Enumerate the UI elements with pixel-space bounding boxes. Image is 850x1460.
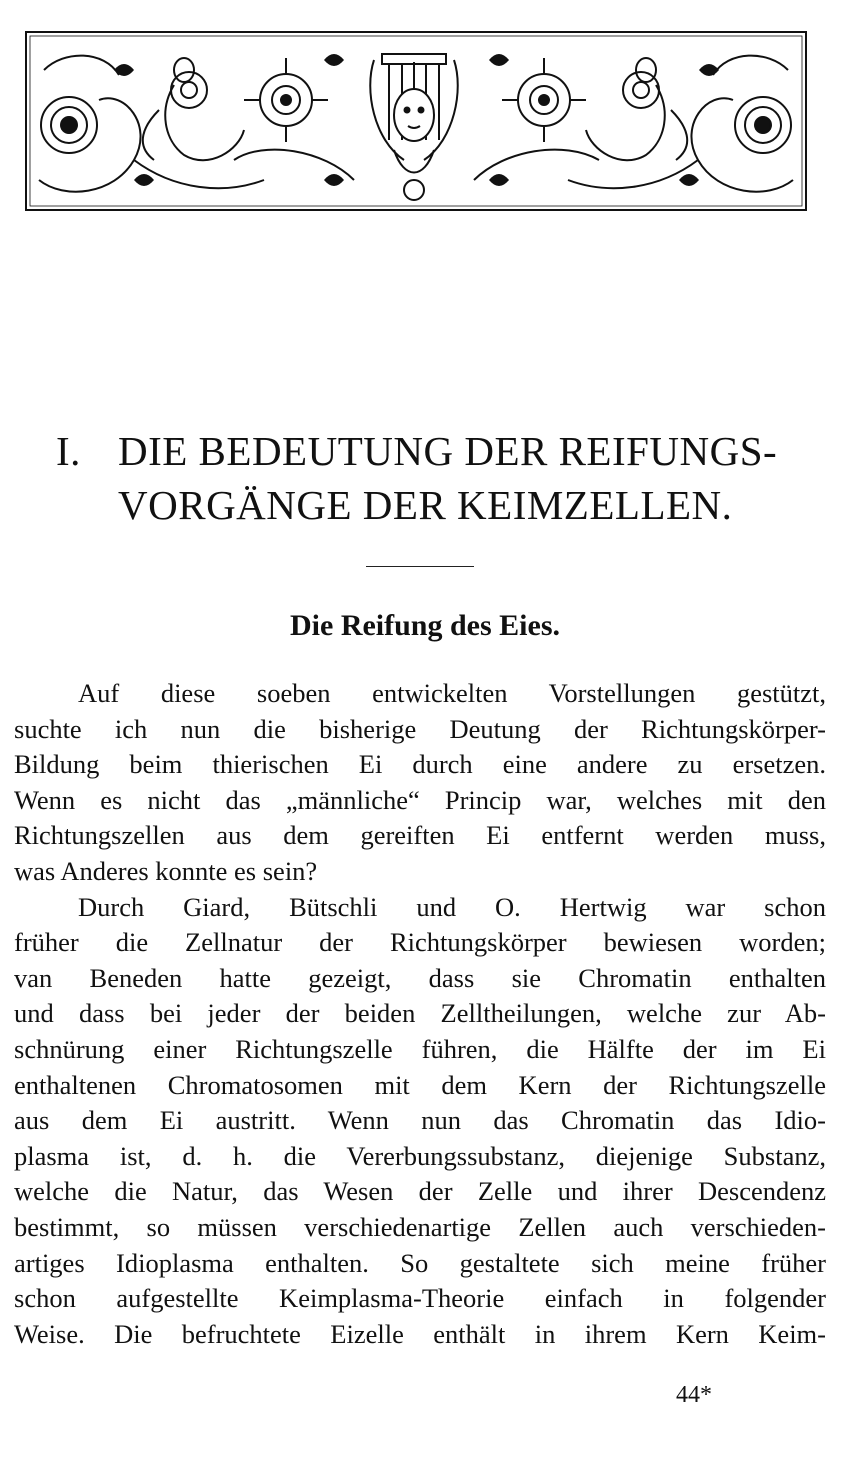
text-line: bestimmt, so müssen verschiedenartige Zellen auch verschieden-: [14, 1211, 826, 1242]
text-line: aus dem Ei austritt. Wenn nun das Chromatin das Idio-: [14, 1105, 826, 1136]
decorative-header-ornament: [24, 30, 808, 216]
text-line: früher die Zellnatur der Richtungskörper bewiesen worden;: [14, 927, 826, 958]
body-text: [14, 676, 826, 1352]
chapter-number: I.: [56, 428, 81, 474]
text-line: suchte ich nun die bisherige Deutung der Richtungskörper-: [14, 713, 826, 744]
text-line: und dass bei jeder der beiden Zelltheilungen, welche zur Ab-: [14, 998, 826, 1029]
chapter-title-line2: VORGÄNGE DER KEIMZELLEN.: [118, 482, 733, 528]
text-line: Bildung beim thierischen Ei durch eine andere zu ersetzen.: [14, 749, 826, 780]
text-line: van Beneden hatte gezeigt, dass sie Chromatin enthalten: [14, 962, 826, 993]
text-line: artiges Idioplasma enthalten. So gestaltete sich meine früher: [14, 1247, 826, 1278]
chapter-title-line1: DIE BEDEUTUNG DER REIFUNGS-: [118, 428, 778, 474]
title-divider: [366, 566, 474, 567]
text-line: Auf diese soeben entwickelten Vorstellungen gestützt,: [78, 678, 826, 708]
text-line: welche die Natur, das Wesen der Zelle und ihrer Descendenz: [14, 1176, 826, 1207]
text-line: was Anderes konnte es sein?: [14, 855, 318, 886]
section-title: Die Reifung des Eies.: [290, 609, 560, 642]
text-line: plasma ist, d. h. die Vererbungssubstanz, diejenige Substanz,: [14, 1140, 826, 1171]
text-line: Weise. Die befruchtete Eizelle enthält in ihrem Kern Keim-: [14, 1318, 826, 1349]
chapter-title: [56, 424, 816, 532]
text-line: Durch Giard, Bütschli und O. Hertwig war schon: [78, 891, 826, 922]
text-line: enthaltenen Chromatosomen mit dem Kern der Richtungszelle: [14, 1069, 826, 1100]
text-line: Richtungszellen aus dem gereiften Ei entfernt werden muss,: [14, 820, 826, 851]
page-number: 44*: [676, 1382, 712, 1408]
text-line: schnürung einer Richtungszelle führen, die Hälfte der im Ei: [14, 1033, 826, 1064]
text-line: schon aufgestellte Keimplasma-Theorie einfach in folgender: [14, 1283, 826, 1314]
text-line: Wenn es nicht das „männliche“ Princip war, welches mit den: [14, 784, 826, 815]
